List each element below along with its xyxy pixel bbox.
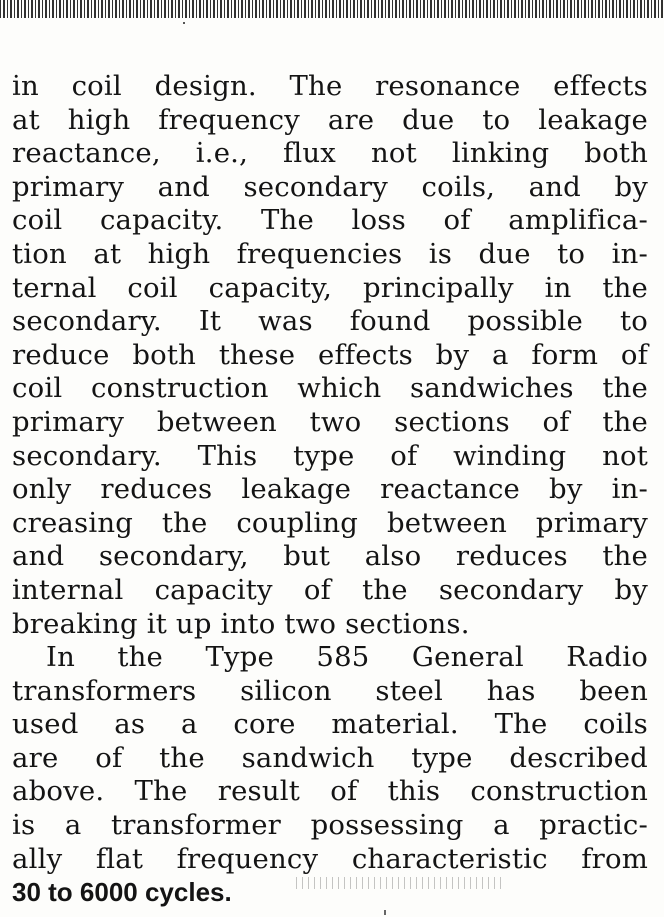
text-line: only reduces leakage reactance by in- bbox=[12, 473, 648, 506]
text-line: and secondary, but also reduces the bbox=[12, 540, 648, 573]
text-line: coil construction which sandwiches the bbox=[12, 372, 648, 405]
text-line: internal capacity of the secondary by bbox=[12, 573, 648, 606]
print-speck bbox=[384, 910, 386, 915]
final-text-line: 30 to 6000 cycles. bbox=[12, 877, 232, 908]
text-line: is a transformer possessing a practic- bbox=[12, 809, 648, 842]
article-text-column bbox=[12, 70, 648, 910]
text-line: used as a core material. The coils bbox=[12, 708, 648, 741]
text-line: ally flat frequency characteristic from bbox=[12, 842, 648, 875]
text-line: transformers silicon steel has been bbox=[12, 674, 648, 707]
text-line: primary between two sections of the bbox=[12, 405, 648, 438]
text-line: coil capacity. The loss of amplifica- bbox=[12, 204, 648, 237]
paragraph-start-line: In the Type 585 General Radio bbox=[46, 641, 648, 674]
text-line: above. The result of this construction bbox=[12, 775, 648, 808]
text-line: are of the sandwich type described bbox=[12, 741, 648, 774]
text-line: breaking it up into two sections. bbox=[12, 607, 470, 640]
text-line: at high frequency are due to leakage bbox=[12, 103, 648, 136]
text-line: in coil design. The resonance effects bbox=[12, 70, 648, 102]
top-border-rule bbox=[0, 0, 664, 18]
text-line: ternal coil capacity, principally in the bbox=[12, 271, 648, 304]
text-line: secondary. It was found possible to bbox=[12, 305, 648, 338]
text-line: secondary. This type of winding not bbox=[12, 439, 648, 472]
text-line: creasing the coupling between primary bbox=[12, 506, 648, 539]
print-speckle bbox=[296, 877, 506, 889]
print-speck bbox=[183, 22, 185, 24]
text-line: reactance, i.e., flux not linking both bbox=[12, 137, 648, 170]
text-line: reduce both these effects by a form of bbox=[12, 338, 648, 371]
text-line: tion at high frequencies is due to in- bbox=[12, 237, 648, 270]
text-line: primary and secondary coils, and by bbox=[12, 170, 648, 203]
